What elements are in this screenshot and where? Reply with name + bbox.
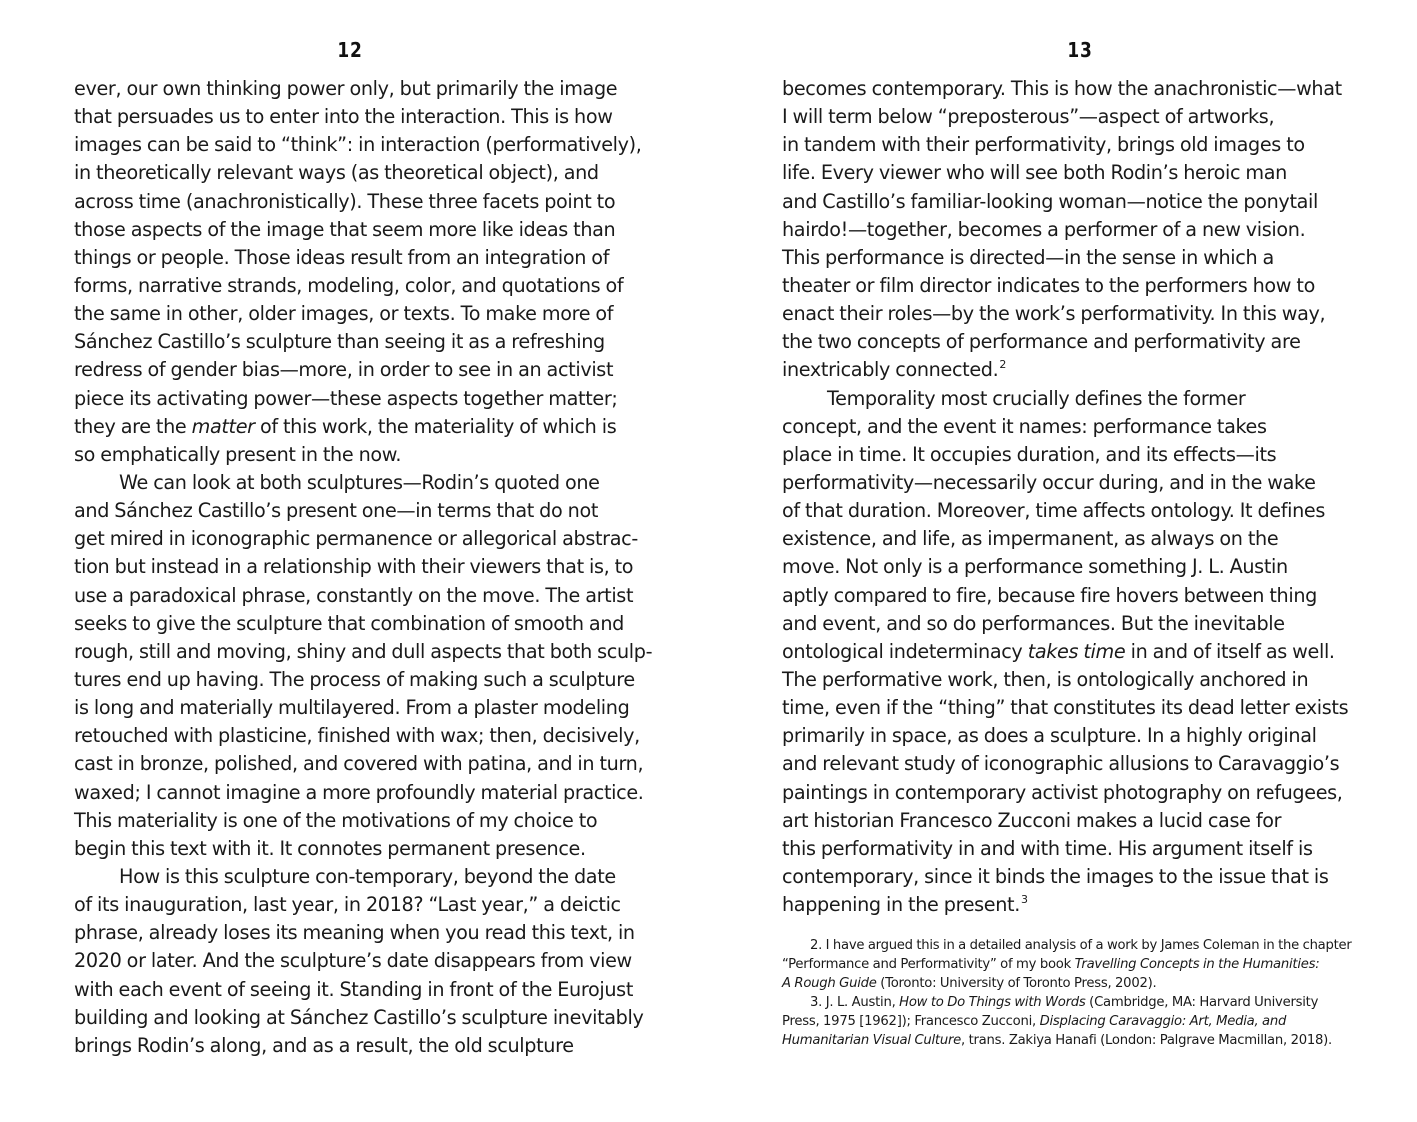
text-line: so emphatically present in the now. (74, 442, 402, 466)
text-line: paintings in contemporary activist photography on refugees, (782, 780, 1343, 804)
text-line: redress of gender bias—more, in order to see in an activist (74, 358, 614, 382)
text-line: the same in other, older images, or texts. To make more of (74, 302, 614, 326)
footnote-line (782, 1031, 1352, 1050)
text-line: cast in bronze, polished, and covered with patina, and in turn, (74, 752, 644, 776)
text-line: life. Every viewer who will see both Rodin’s heroic man (782, 161, 1287, 185)
text-line: and event, and so do performances. But the inevitable (782, 611, 1285, 635)
footnote-line (782, 993, 1352, 1012)
paragraph-start-line: Temporality most crucially defines the former (827, 386, 1246, 410)
text-line: enact their roles—by the work’s performativity. In this way, (782, 302, 1326, 326)
text-line: and Castillo’s familiar-looking woman—notice the ponytail (782, 189, 1318, 213)
footnote-reference-3[interactable]: 3 (1020, 893, 1028, 907)
text-run: happening in the present. (782, 893, 1020, 917)
text-line: things or people. Those ideas result from an integration of (74, 245, 610, 269)
left-page (74, 0, 654, 1122)
text-line: is long and materially multilayered. From a plaster modeling (74, 696, 630, 720)
text-line: Sánchez Castillo’s sculpture than seeing it as a refreshing (74, 330, 605, 354)
text-line (782, 638, 1362, 666)
footnote-line (782, 974, 1352, 993)
text-run: “Performance and Performativity” of my book (782, 957, 1075, 973)
right-page (782, 0, 1362, 1122)
text-line: contemporary, since it binds the images to the issue that is (782, 864, 1329, 888)
text-line: of that duration. Moreover, time affects ontology. It defines (782, 499, 1326, 523)
text-line: I will term below “preposterous”—aspect of artworks, (782, 105, 1275, 129)
text-line: waxed; I cannot imagine a more profoundly material practice. (74, 780, 644, 804)
paragraph-start-line: We can look at both sculptures—Rodin’s quoted one (119, 470, 600, 494)
book-title: A Rough Guide (782, 976, 877, 992)
text-line: performativity—necessarily occur during, and in the wake (782, 470, 1316, 494)
text-line: in theoretically relevant ways (as theoretical object), and (74, 161, 599, 185)
text-line: theater or film director indicates to the performers how to (782, 273, 1315, 297)
text-line (74, 413, 654, 441)
text-line: becomes contemporary. This is how the anachronistic—what (782, 77, 1342, 100)
text-line: with each event of seeing it. Standing in front of the Eurojust (74, 977, 633, 1001)
text-line: in tandem with their performativity, brings old images to (782, 133, 1305, 157)
book-title: Travelling Concepts in the Humanities: (1074, 957, 1320, 973)
text-run: inextricably connected. (782, 358, 999, 382)
text-line: time, even if the “thing” that constitutes its dead letter exists (782, 696, 1349, 720)
footnotes (782, 936, 1352, 1051)
text-line: move. Not only is a performance something J. L. Austin (782, 555, 1288, 579)
text-run: they are the (74, 414, 192, 438)
book-title: How to Do Things with Words (899, 995, 1086, 1011)
footnote-reference-2[interactable]: 2 (999, 358, 1007, 372)
footnote-3 (782, 993, 1352, 1050)
text-line: this performativity in and with time. His argument itself is (782, 836, 1313, 860)
text-line: seeks to give the sculpture that combination of smooth and (74, 611, 624, 635)
body-text (782, 75, 1362, 919)
text-line: and relevant study of iconographic allusions to Caravaggio’s (782, 752, 1340, 776)
text-line: images can be said to “think”: in interaction (performatively), (74, 133, 642, 157)
text-line: of its inauguration, last year, in 2018? “Last year,” a deictic (74, 893, 621, 917)
text-line: across time (anachronistically). These three facets point to (74, 189, 616, 213)
text-line: get mired in iconographic permanence or allegorical abstrac- (74, 527, 638, 551)
text-run: (Toronto: University of Toronto Press, 2002). (876, 976, 1157, 992)
text-line: hairdo!—together, becomes a performer of a new vision. (782, 217, 1306, 241)
text-run: Press, 1975 [1962]); Francesco Zucconi, (782, 1014, 1040, 1030)
page-number: 13 (1067, 38, 1093, 62)
text-line: brings Rodin’s along, and as a result, the old sculpture (74, 1033, 574, 1057)
text-line: tion but instead in a relationship with their viewers that is, to (74, 555, 634, 579)
text-line: retouched with plasticine, finished with wax; then, decisively, (74, 724, 640, 748)
footnote-line (782, 936, 1351, 955)
emphasis-text: takes time (1027, 639, 1126, 663)
text-line: existence, and life, as impermanent, as always on the (782, 527, 1279, 551)
text-line: those aspects of the image that seem more like ideas than (74, 217, 616, 241)
text-line: tures end up having. The process of making such a sculpture (74, 667, 635, 691)
text-line: art historian Francesco Zucconi makes a lucid case for (782, 808, 1282, 832)
text-run: , trans. Zakiya Hanafi (London: Palgrave Macmillan, 2018). (961, 1033, 1332, 1049)
book-title: Humanitarian Visual Culture (782, 1033, 961, 1049)
text-line (782, 356, 1362, 384)
page-number: 12 (337, 38, 363, 62)
text-line: building and looking at Sánchez Castillo’s sculpture inevitably (74, 1005, 644, 1029)
text-line: use a paradoxical phrase, constantly on the move. The artist (74, 583, 634, 607)
text-line: place in time. It occupies duration, and its effects—its (782, 442, 1277, 466)
text-run: in and of itself as well. (1125, 639, 1335, 663)
text-line: piece its activating power—these aspects together matter; (74, 386, 618, 410)
text-line: rough, still and moving, shiny and dull aspects that both sculp- (74, 639, 653, 663)
text-line: phrase, already loses its meaning when you read this text, in (74, 921, 635, 945)
text-line: 2020 or later. And the sculpture’s date disappears from view (74, 949, 632, 973)
text-line: aptly compared to fire, because fire hovers between thing (782, 583, 1317, 607)
text-line: forms, narrative strands, modeling, color, and quotations of (74, 273, 624, 297)
text-line: This performance is directed—in the sense in which a (782, 245, 1274, 269)
footnote-2 (782, 936, 1352, 993)
text-line: The performative work, then, is ontologically anchored in (782, 667, 1309, 691)
text-line: concept, and the event it names: performance takes (782, 414, 1267, 438)
text-run: (Cambridge, MA: Harvard University (1085, 995, 1319, 1011)
text-run: of this work, the materiality of which is (254, 414, 617, 438)
text-line: ever, our own thinking power only, but primarily the image (74, 77, 618, 100)
text-line: begin this text with it. It connotes permanent presence. (74, 836, 586, 860)
paragraph-start-line: How is this sculpture con-temporary, beyond the date (119, 864, 616, 888)
text-run: 3. J. L. Austin, (810, 995, 900, 1011)
text-run: 2. I have argued this in a detailed analysis of a work by James Coleman in the chapter (809, 938, 1352, 953)
body-text (74, 75, 654, 1060)
text-line: that persuades us to enter into the interaction. This is how (74, 105, 613, 129)
text-line (782, 891, 1362, 919)
text-run: ontological indeterminacy (782, 639, 1028, 663)
footnote-line (782, 1012, 1352, 1031)
text-line: the two concepts of performance and performativity are (782, 330, 1301, 354)
text-line: and Sánchez Castillo’s present one—in terms that do not (74, 499, 599, 523)
text-line: This materiality is one of the motivations of my choice to (74, 808, 598, 832)
emphasis-text: matter (191, 414, 255, 438)
footnote-line (782, 955, 1352, 974)
book-title: Displacing Caravaggio: Art, Media, and (1039, 1014, 1287, 1030)
text-line: primarily in space, as does a sculpture. In a highly original (782, 724, 1317, 748)
